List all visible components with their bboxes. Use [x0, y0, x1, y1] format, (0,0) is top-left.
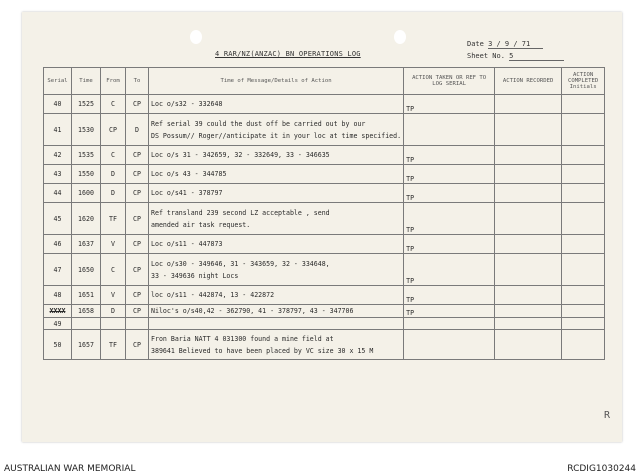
- table-row: [44, 184, 605, 203]
- action-completed-cell: [562, 286, 605, 305]
- sheet-value: 5: [509, 52, 564, 61]
- sheet-field: [467, 52, 564, 61]
- serial-cell: 40: [44, 95, 72, 114]
- time-cell: 1620: [72, 203, 101, 235]
- to-cell: CP: [126, 330, 149, 360]
- to-cell: CP: [126, 165, 149, 184]
- date-label: Date: [467, 40, 484, 48]
- event-cell: [149, 203, 404, 235]
- col-serial: Serial: [44, 68, 72, 95]
- action-taken-cell: TP: [404, 286, 495, 305]
- event-line: 33 - 349636 night Locs: [151, 271, 239, 280]
- col-action-completed: ACTION COMPLETED Initials: [562, 68, 605, 95]
- footer-archive-name: AUSTRALIAN WAR MEMORIAL: [4, 464, 136, 474]
- event-cell: [149, 330, 404, 360]
- date-value: 3 / 9 / 71: [488, 40, 543, 49]
- time-cell: 1637: [72, 235, 101, 254]
- action-completed-cell: [562, 146, 605, 165]
- table-row: [44, 114, 605, 146]
- action-recorded-cell: [495, 184, 562, 203]
- table-row: [44, 254, 605, 286]
- event-cell: [149, 184, 404, 203]
- to-cell: CP: [126, 146, 149, 165]
- action-recorded-cell: [495, 330, 562, 360]
- from-cell: [101, 318, 126, 330]
- action-recorded-cell: [495, 165, 562, 184]
- serial-cell: 43: [44, 165, 72, 184]
- from-cell: D: [101, 165, 126, 184]
- table-row: [44, 146, 605, 165]
- action-recorded-cell: [495, 254, 562, 286]
- action-recorded-cell: [495, 235, 562, 254]
- serial-cell: 45: [44, 203, 72, 235]
- event-cell: [149, 95, 404, 114]
- action-completed-cell: [562, 184, 605, 203]
- operations-log-table: [43, 67, 605, 360]
- event-line: Loc o/s32 - 332648: [151, 100, 223, 108]
- action-recorded-cell: [495, 203, 562, 235]
- from-cell: TF: [101, 203, 126, 235]
- corner-mark: R: [604, 410, 611, 421]
- from-cell: D: [101, 305, 126, 318]
- from-cell: V: [101, 286, 126, 305]
- event-cell: [149, 318, 404, 330]
- action-taken-cell: TP: [404, 95, 495, 114]
- serial-cell: 50: [44, 330, 72, 360]
- event-line: Loc o/s 43 - 344785: [151, 170, 227, 178]
- time-cell: 1550: [72, 165, 101, 184]
- to-cell: CP: [126, 235, 149, 254]
- table-row: [44, 235, 605, 254]
- action-recorded-cell: [495, 114, 562, 146]
- action-taken-cell: TP: [404, 146, 495, 165]
- serial-cell: 42: [44, 146, 72, 165]
- event-line: Loc o/s41 - 378797: [151, 189, 223, 197]
- date-field: [467, 40, 543, 49]
- event-line: loc o/s11 - 442874, 13 - 422872: [151, 291, 275, 299]
- punch-hole-left: [190, 30, 202, 44]
- table-row: [44, 330, 605, 360]
- time-cell: 1650: [72, 254, 101, 286]
- action-taken-cell: TP: [404, 254, 495, 286]
- event-line: 389641 Believed to have been placed by VC size 30 x 15 M: [151, 346, 374, 355]
- action-completed-cell: [562, 235, 605, 254]
- time-cell: 1600: [72, 184, 101, 203]
- action-taken-cell: TP: [404, 184, 495, 203]
- action-completed-cell: [562, 254, 605, 286]
- action-recorded-cell: [495, 286, 562, 305]
- action-completed-cell: [562, 165, 605, 184]
- time-cell: 1658: [72, 305, 101, 318]
- col-event: Time of Message/Details of Action: [149, 68, 404, 95]
- event-cell: [149, 146, 404, 165]
- action-completed-cell: [562, 305, 605, 318]
- footer-record-id: RCDIG1030244: [567, 464, 636, 474]
- col-action-recorded: ACTION RECORDED: [495, 68, 562, 95]
- serial-cell: 48: [44, 286, 72, 305]
- from-cell: CP: [101, 114, 126, 146]
- event-line: Niloc's o/s40,42 - 362790, 41 - 378797, 43 - 347706: [151, 307, 354, 315]
- event-cell: [149, 305, 404, 318]
- from-cell: C: [101, 146, 126, 165]
- event-cell: [149, 235, 404, 254]
- time-cell: 1525: [72, 95, 101, 114]
- action-completed-cell: [562, 330, 605, 360]
- log-title: 4 RAR/NZ(ANZAC) BN OPERATIONS LOG: [215, 50, 361, 58]
- to-cell: CP: [126, 203, 149, 235]
- serial-cell: 44: [44, 184, 72, 203]
- event-line: DS Possum// Roger//anticipate it in your loc at time specified.: [151, 131, 402, 140]
- to-cell: CP: [126, 305, 149, 318]
- serial-cell: 47: [44, 254, 72, 286]
- table-row: [44, 286, 605, 305]
- action-completed-cell: [562, 318, 605, 330]
- to-cell: CP: [126, 286, 149, 305]
- serial-cell: 46: [44, 235, 72, 254]
- serial-cell: 49: [44, 318, 72, 330]
- time-cell: 1651: [72, 286, 101, 305]
- sheet-label: Sheet No.: [467, 52, 505, 60]
- event-line: Fron Baria NATT 4 031300 found a mine field at: [151, 334, 334, 343]
- to-cell: D: [126, 114, 149, 146]
- col-from: From: [101, 68, 126, 95]
- event-cell: [149, 114, 404, 146]
- action-recorded-cell: [495, 146, 562, 165]
- time-cell: [72, 318, 101, 330]
- time-cell: 1535: [72, 146, 101, 165]
- event-cell: [149, 254, 404, 286]
- from-cell: V: [101, 235, 126, 254]
- time-cell: 1657: [72, 330, 101, 360]
- action-recorded-cell: [495, 305, 562, 318]
- to-cell: [126, 318, 149, 330]
- action-completed-cell: [562, 95, 605, 114]
- table-row: [44, 95, 605, 114]
- action-taken-cell: TP: [404, 165, 495, 184]
- to-cell: CP: [126, 254, 149, 286]
- action-taken-cell: [404, 318, 495, 330]
- serial-cell: 41: [44, 114, 72, 146]
- event-cell: [149, 165, 404, 184]
- action-taken-cell: TP: [404, 235, 495, 254]
- event-line: Ref transland 239 second LZ acceptable , send: [151, 208, 330, 217]
- action-completed-cell: [562, 114, 605, 146]
- table-row: [44, 305, 605, 318]
- action-taken-cell: [404, 330, 495, 360]
- log-body: [44, 95, 605, 360]
- from-cell: C: [101, 95, 126, 114]
- action-taken-cell: [404, 114, 495, 146]
- event-line: Ref serial 39 could the dust off be carried out by our: [151, 119, 366, 128]
- table-row: [44, 318, 605, 330]
- event-line: amended air task request.: [151, 220, 251, 229]
- to-cell: CP: [126, 184, 149, 203]
- punch-hole-right: [394, 30, 406, 44]
- action-taken-cell: TP: [404, 203, 495, 235]
- time-cell: 1530: [72, 114, 101, 146]
- col-time: Time: [72, 68, 101, 95]
- event-line: Loc o/s11 - 447873: [151, 240, 223, 248]
- serial-cell: XXXX: [44, 305, 72, 318]
- event-line: Loc o/s30 - 349646, 31 - 343659, 32 - 334648,: [151, 259, 330, 268]
- table-row: [44, 165, 605, 184]
- action-recorded-cell: [495, 318, 562, 330]
- table-header-row: [44, 68, 605, 95]
- event-cell: [149, 286, 404, 305]
- from-cell: D: [101, 184, 126, 203]
- action-taken-cell: TP: [404, 305, 495, 318]
- col-action-taken: ACTION TAKEN OR REF TO LOG SERIAL: [404, 68, 495, 95]
- from-cell: C: [101, 254, 126, 286]
- action-completed-cell: [562, 203, 605, 235]
- event-line: Loc o/s 31 - 342659, 32 - 332649, 33 - 346635: [151, 151, 330, 159]
- table-row: [44, 203, 605, 235]
- to-cell: CP: [126, 95, 149, 114]
- from-cell: TF: [101, 330, 126, 360]
- col-to: To: [126, 68, 149, 95]
- action-recorded-cell: [495, 95, 562, 114]
